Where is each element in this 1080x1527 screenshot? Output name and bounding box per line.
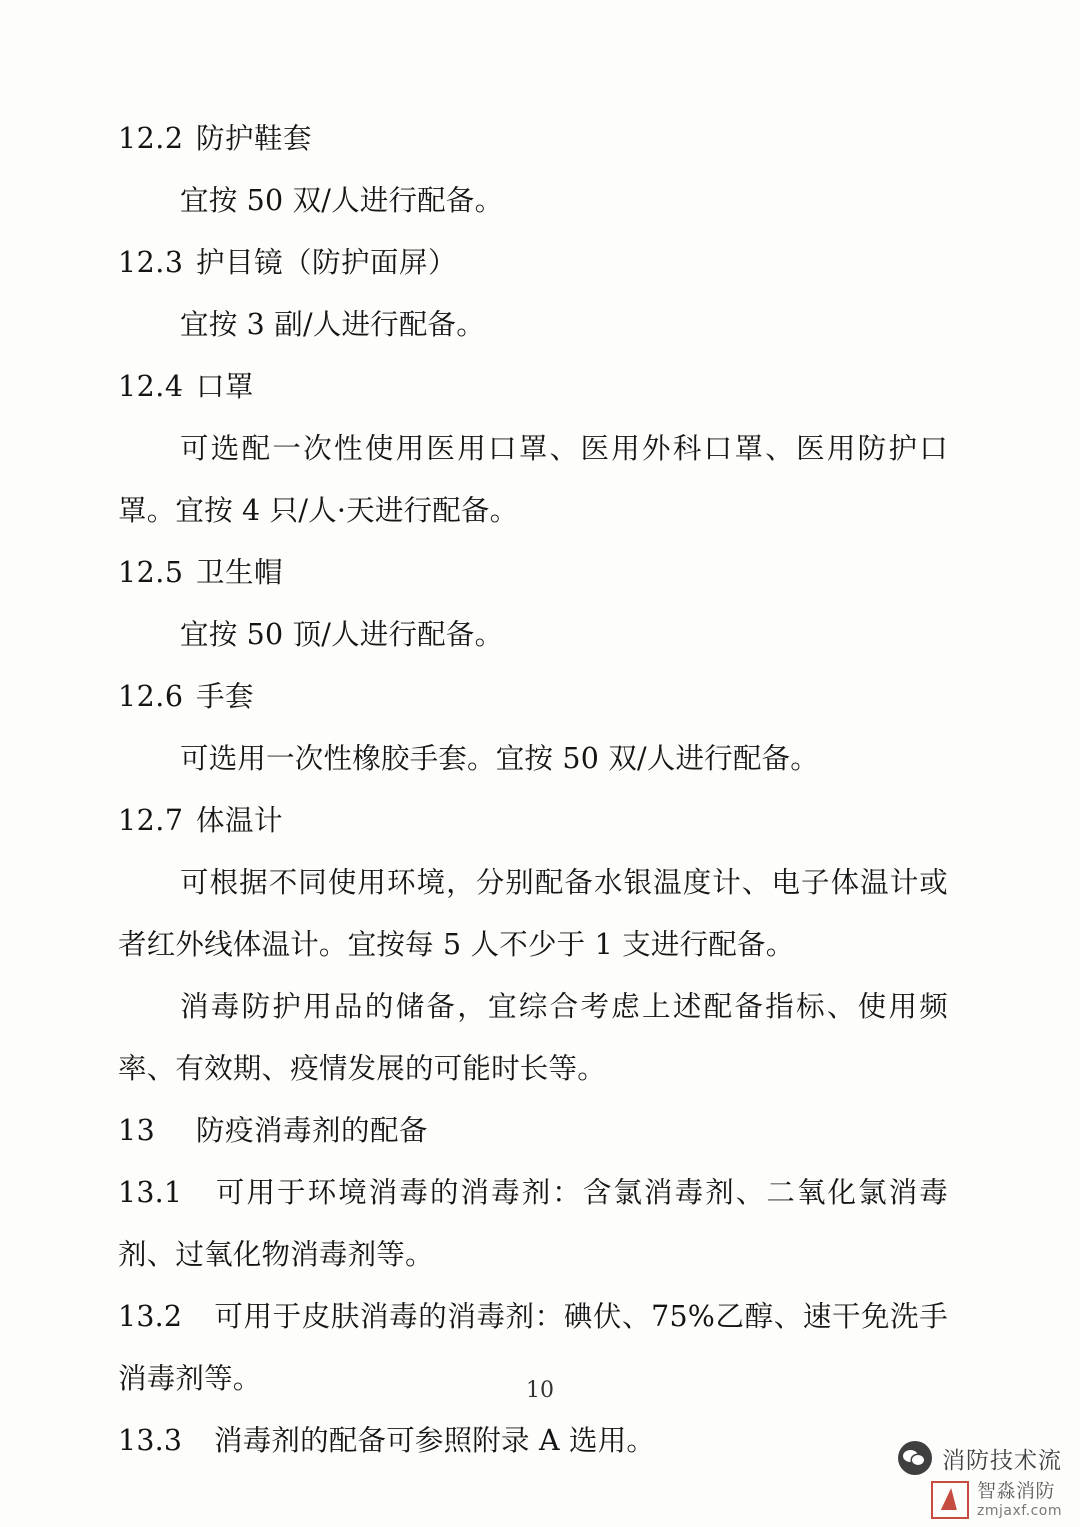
section-number-12-3: 12.3: [118, 246, 184, 279]
section-number-12-7: 12.7: [118, 804, 184, 837]
section-title-13: 防疫消毒剂的配备: [196, 1114, 429, 1147]
paragraph-12-7: 可根据不同使用环境，分别配备水银温度计、电子体温计或者红外线体温计。宜按每 5 人不少于 1 支进行配备。: [118, 866, 948, 961]
brand-logo-icon: [931, 1481, 969, 1519]
paragraph-12-4: 可选配一次性使用医用口罩、医用外科口罩、医用防护口罩。宜按 4 只/人·天进行配备。: [118, 432, 948, 527]
section-heading-12-7: [118, 790, 948, 852]
section-heading-12-3: [118, 232, 948, 294]
paragraph-12-2: 宜按 50 双/人进行配备。: [180, 184, 504, 217]
section-number-12-4: 12.4: [118, 370, 184, 403]
watermark-wechat-label: 消防技术流: [942, 1447, 1062, 1474]
section-number-13: 13: [118, 1114, 156, 1147]
paragraph-13-1-text: 可用于环境消毒的消毒剂：含氯消毒剂、二氧化氯消毒剂、过氧化物消毒剂等。: [118, 1176, 948, 1271]
brand-name: 智淼消防: [976, 1480, 1055, 1503]
paragraph-12-5: 宜按 50 顶/人进行配备。: [180, 618, 504, 651]
paragraph-12-3: 宜按 3 副/人进行配备。: [180, 308, 485, 341]
brand-domain: zmjaxf.com: [976, 1502, 1062, 1519]
section-heading-12-5: [118, 542, 948, 604]
paragraph-13-3-text: 消毒剂的配备可参照附录 A 选用。: [214, 1424, 656, 1457]
section-number-12-5: 12.5: [118, 556, 184, 589]
section-title-12-7: 体温计: [196, 804, 284, 837]
section-title-12-5: 卫生帽: [196, 556, 284, 589]
section-title-12-3: 护目镜（防护面屏）: [196, 246, 458, 279]
section-number-12-6: 12.6: [118, 680, 184, 713]
brand-text: [977, 1481, 1062, 1519]
section-heading-13: [118, 1100, 948, 1162]
section-number-13-1: 13.1: [118, 1176, 183, 1209]
paragraph-13-3: [118, 1410, 948, 1472]
section-title-12-2: 防护鞋套: [196, 122, 313, 155]
paragraph-13-1: [118, 1162, 948, 1286]
page-number: 10: [526, 1378, 554, 1403]
document-body: [118, 108, 948, 1472]
section-number-13-2: 13.2: [118, 1300, 183, 1333]
section-number-13-3: 13.3: [118, 1424, 183, 1457]
watermark-brand: [931, 1481, 1062, 1519]
section-heading-12-2: [118, 108, 948, 170]
section-number-12-2: 12.2: [118, 122, 184, 155]
section-heading-12-4: [118, 356, 948, 418]
paragraph-13-2-text: 可用于皮肤消毒的消毒剂：碘伏、75%乙醇、速干免洗手消毒剂等。: [118, 1300, 948, 1395]
section-title-12-4: 口罩: [196, 370, 255, 403]
paragraph-12-6: 可选用一次性橡胶手套。宜按 50 双/人进行配备。: [180, 742, 819, 775]
section-heading-12-6: [118, 666, 948, 728]
wechat-icon: [898, 1441, 932, 1475]
section-title-12-6: 手套: [196, 680, 255, 713]
watermark-wechat: [898, 1441, 1062, 1475]
paragraph-storage-note: 消毒防护用品的储备，宜综合考虑上述配备指标、使用频率、有效期、疫情发展的可能时长等。: [118, 990, 948, 1085]
